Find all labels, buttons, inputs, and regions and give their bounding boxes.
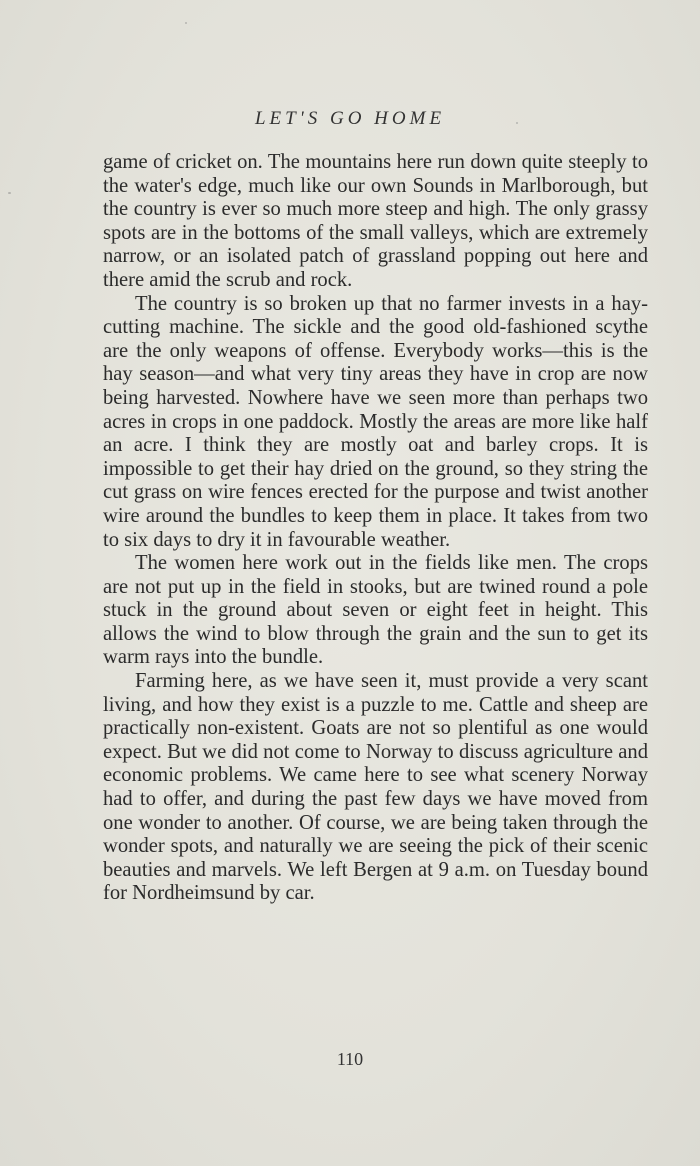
paragraph-1: game of cricket on. The mountains here run down quite steeply to the water's edge, much like our own Sounds in Marlborough, but the country is ever so much more steep and high. The only grassy spots are in the bottoms of the small valleys, which are extremely narrow, or an isolated patch of grassland popping out here and there amid the scrub and rock. <box>103 151 648 291</box>
paragraph-3: The women here work out in the fields like men. The crops are not put up in the field in stooks, but are twined round a pole stuck in the ground about seven or eight feet in height. This allows the wind to blow through the grain and the sun to get its warm rays into the bundle. <box>103 552 648 669</box>
paragraph-2: The country is so broken up that no farmer invests in a hay-cutting machine. The sickle and the good old-fashioned scythe are the only weapons of offense. Everybody works—this is the hay season—and what very tiny areas they have in crop are now being harvested. Nowhere have we seen more than perhaps two acres in crops in one paddock. Mostly the areas are more like half an acre. I think they are mostly oat and barley crops. It is impossible to get their hay dried on the ground, so they string the cut grass on wire fences erected for the purpose and twist another wire around the bundles to keep them in place. It takes from two to six days to dry it in favourable weather. <box>103 292 648 551</box>
page-number: 110 <box>336 1049 364 1069</box>
running-header: LET'S GO HOME <box>254 108 446 129</box>
paragraph-4: Farming here, as we have seen it, must provide a very scant living, and how they exist is a puzzle to me. Cattle and sheep are practically non-existent. Goats are not so plentiful as one would expect. But we did not come to Norway to discuss agriculture and economic problems. We came here to see what scenery Norway had to offer, and during the past few days we have moved from one wonder to another. Of course, we are being taken through the wonder spots, and naturally we are seeing the pick of their scenic beauties and marvels. We left Bergen at 9 a.m. on Tuesday bound for Nordheimsund by car. <box>103 670 648 905</box>
paper-speck <box>516 122 518 124</box>
body-text <box>103 151 648 906</box>
paper-speck <box>8 192 11 194</box>
paper-speck <box>185 22 187 24</box>
